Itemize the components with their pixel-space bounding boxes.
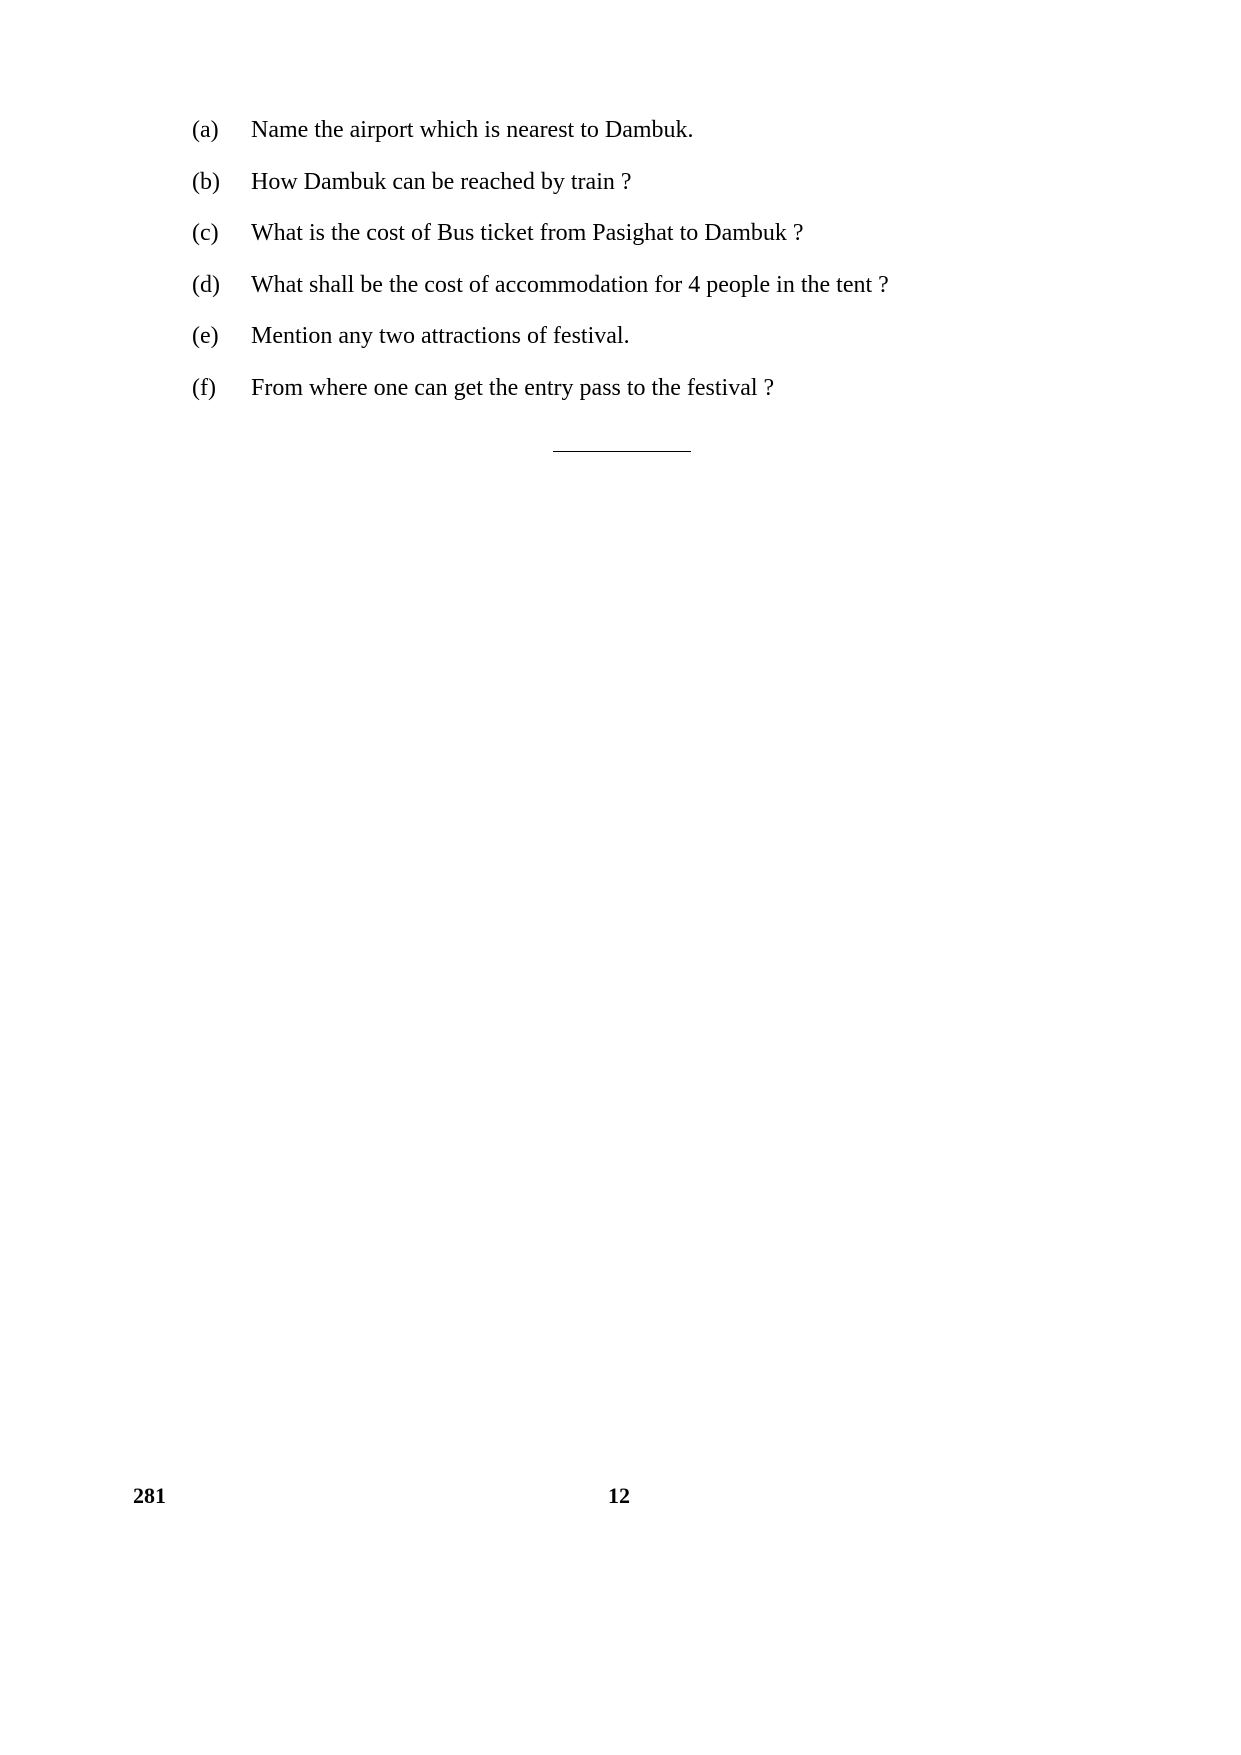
- question-item: [192, 324, 1092, 376]
- question-text: From where one can get the entry pass to the festival ?: [251, 374, 775, 401]
- question-text: Name the airport which is nearest to Dambuk.: [251, 117, 694, 143]
- paper-code: 281: [133, 1483, 166, 1508]
- question-label: (b): [192, 168, 220, 195]
- question-label: (d): [192, 271, 220, 298]
- question-label: (f): [192, 374, 216, 401]
- question-item: [192, 170, 1092, 222]
- question-text: What shall be the cost of accommodation for 4 people in the tent ?: [251, 271, 889, 298]
- question-item: [192, 221, 1092, 273]
- question-list: [192, 118, 1092, 427]
- question-text: What is the cost of Bus ticket from Pasighat to Dambuk ?: [251, 220, 804, 246]
- question-text: Mention any two attractions of festival.: [251, 323, 630, 349]
- question-label: (a): [192, 117, 219, 143]
- question-item: [192, 376, 1092, 428]
- question-text: How Dambuk can be reached by train ?: [251, 168, 632, 195]
- question-item: [192, 273, 1092, 325]
- end-divider: [553, 451, 691, 452]
- question-label: (c): [192, 220, 219, 246]
- question-item: [192, 118, 1092, 170]
- question-label: (e): [192, 323, 219, 349]
- page-number: 12: [608, 1483, 630, 1508]
